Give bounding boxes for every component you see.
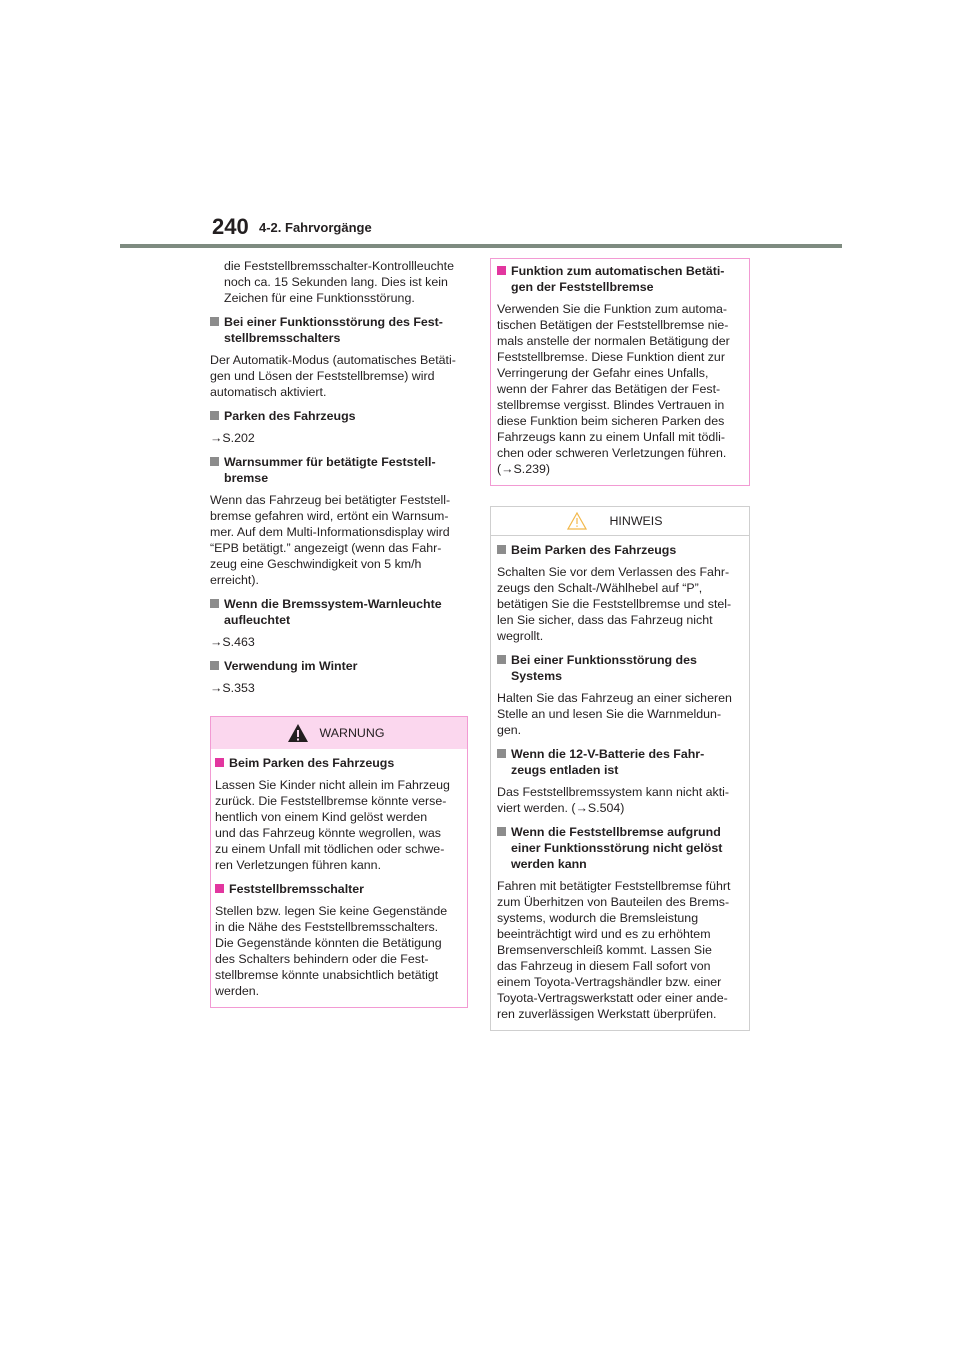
text-line: Die Gegenstände könnten die Betätigung bbox=[215, 936, 442, 950]
notice-label: HINWEIS bbox=[609, 514, 663, 528]
paragraph bbox=[215, 903, 462, 999]
paragraph bbox=[215, 777, 462, 873]
function-warning-box bbox=[490, 258, 750, 486]
notice-heading-system-malfunction bbox=[497, 652, 743, 684]
warning-heading-switch bbox=[215, 881, 462, 897]
text-line: Wenn das Fahrzeug bei betätigter Feststell- bbox=[210, 493, 451, 507]
text-line: Stelle an und lesen Sie die Warnmeldun- bbox=[497, 707, 722, 721]
text-line: bremse gefahren wird, ertönt ein Warnsum- bbox=[210, 509, 449, 523]
heading-line: stellbremsschalters bbox=[224, 331, 341, 345]
text-line: Zeichen für eine Funktionsstörung. bbox=[224, 291, 415, 305]
heading-line: Wenn die Bremssystem-Warnleuchte bbox=[224, 597, 442, 611]
text-line: Verringerung der Gefahr eines Unfalls, bbox=[497, 366, 709, 380]
warning-box bbox=[210, 716, 468, 1008]
notice-box-header bbox=[491, 507, 749, 536]
square-bullet-icon bbox=[497, 827, 506, 836]
heading-line: Feststellbremsschalter bbox=[229, 882, 364, 896]
section-heading-winter bbox=[210, 658, 468, 674]
text-line: zurück. Die Feststellbremse könnte verse- bbox=[215, 794, 447, 808]
text-line: viert werden. (→S.504) bbox=[497, 801, 625, 815]
section-heading-parking bbox=[210, 408, 468, 424]
square-bullet-icon bbox=[497, 545, 506, 554]
text-line: und das Fahrzeug könnte wegrollen, was bbox=[215, 826, 441, 840]
paragraph bbox=[210, 352, 468, 400]
heading-line: Bei einer Funktionsstörung des Fest- bbox=[224, 315, 443, 329]
heading-line: Wenn die Feststellbremse aufgrund bbox=[511, 825, 721, 839]
text-line: Bremsenverschleiß kommt. Lassen Sie bbox=[497, 943, 712, 957]
section-heading-switch-malfunction bbox=[210, 314, 468, 346]
intro-paragraph bbox=[210, 258, 468, 306]
text-line: diese Funktion beim sicheren Parken des bbox=[497, 414, 725, 428]
heading-line: aufleuchtet bbox=[224, 613, 291, 627]
page-number: 240 bbox=[212, 214, 249, 239]
square-bullet-icon bbox=[210, 317, 219, 326]
square-bullet-icon bbox=[210, 661, 219, 670]
text-line: erreicht). bbox=[210, 573, 259, 587]
heading-line: Verwendung im Winter bbox=[224, 659, 358, 673]
header-rule bbox=[120, 244, 842, 248]
notice-box bbox=[490, 506, 750, 1031]
text-line: Fahren mit betätigter Feststellbremse führt bbox=[497, 879, 731, 893]
text-line: ren zuverlässigen Werkstatt überprüfen. bbox=[497, 1007, 717, 1021]
section-heading-buzzer bbox=[210, 454, 468, 486]
text-line: einem Toyota-Vertragshändler bzw. einer bbox=[497, 975, 722, 989]
square-bullet-icon bbox=[210, 457, 219, 466]
text-line: automatisch aktiviert. bbox=[210, 385, 327, 399]
heading-line: werden kann bbox=[511, 857, 587, 871]
heading-line: Beim Parken des Fahrzeugs bbox=[511, 543, 677, 557]
text-line: Schalten Sie vor dem Verlassen des Fahr- bbox=[497, 565, 730, 579]
warning-heading-parking bbox=[215, 755, 462, 771]
paragraph bbox=[210, 492, 468, 588]
heading-line: Funktion zum automatischen Betäti- bbox=[511, 264, 725, 278]
notice-heading-parking bbox=[497, 542, 743, 558]
text-line: “EPB betätigt.” angezeigt (wenn das Fahr- bbox=[210, 541, 442, 555]
heading-line: Beim Parken des Fahrzeugs bbox=[229, 756, 395, 770]
text-line: noch ca. 15 Sekunden lang. Dies ist kein bbox=[224, 275, 448, 289]
text-line: das Fahrzeug in diesem Fall sofort von bbox=[497, 959, 711, 973]
text-line: des Schalters behindern oder die Fest- bbox=[215, 952, 429, 966]
heading-line: Bei einer Funktionsstörung des bbox=[511, 653, 697, 667]
square-bullet-icon bbox=[210, 599, 219, 608]
left-column bbox=[210, 258, 468, 1008]
right-column bbox=[490, 258, 750, 1031]
section-title: 4-2. Fahrvorgänge bbox=[259, 220, 372, 235]
text-line: Verwenden Sie die Funktion zum automa- bbox=[497, 302, 728, 316]
text-line: mer. Auf dem Multi-Informationsdisplay wird bbox=[210, 525, 450, 539]
text-line: (→S.239) bbox=[497, 462, 551, 476]
text-line: Der Automatik-Modus (automatisches Betäti- bbox=[210, 353, 456, 367]
heading-line: Parken des Fahrzeugs bbox=[224, 409, 356, 423]
square-bullet-icon bbox=[210, 411, 219, 420]
square-bullet-icon bbox=[497, 749, 506, 758]
text-line: betätigen Sie die Feststellbremse und stel- bbox=[497, 597, 732, 611]
heading-line: Warnsummer für betätigte Feststell- bbox=[224, 455, 436, 469]
text-line: werden. bbox=[215, 984, 260, 998]
text-line: zeugs den Schalt-/Wählhebel auf “P”, bbox=[497, 581, 703, 595]
text-line: die Feststellbremsschalter-Kontrollleuchte bbox=[224, 259, 455, 273]
text-line: wegrollt. bbox=[497, 629, 544, 643]
page-reference-link[interactable]: →S.353 bbox=[210, 681, 255, 695]
heading-line: Wenn die 12-V-Batterie des Fahr- bbox=[511, 747, 705, 761]
text-line: zum Überhitzen von Bauteilen des Brems- bbox=[497, 895, 730, 909]
notice-triangle-icon bbox=[567, 512, 587, 530]
text-line: Toyota-Vertragswerkstatt oder einer ande- bbox=[497, 991, 728, 1005]
paragraph bbox=[497, 564, 743, 644]
text-line: len Sie sicher, dass das Fahrzeug nicht bbox=[497, 613, 713, 627]
text-line: chen oder schweren Verletzungen führen. bbox=[497, 446, 727, 460]
text-line: wenn der Fahrer das Betätigen der Fest- bbox=[497, 382, 721, 396]
text-line: stellbremse vergisst. Blindes Vertrauen in bbox=[497, 398, 725, 412]
square-bullet-icon bbox=[497, 266, 506, 275]
section-heading-brake-warning-light bbox=[210, 596, 468, 628]
text-line: Das Feststellbremssystem kann nicht akti- bbox=[497, 785, 730, 799]
paragraph bbox=[497, 690, 743, 738]
heading-line: gen der Feststellbremse bbox=[511, 280, 654, 294]
text-line: in die Nähe des Feststellbremsschalters. bbox=[215, 920, 439, 934]
text-line: Fahrzeugs kann zu einem Unfall mit tödli- bbox=[497, 430, 725, 444]
notice-heading-battery bbox=[497, 746, 743, 778]
paragraph bbox=[497, 301, 744, 477]
warning-box-header bbox=[211, 717, 467, 749]
heading-line: zeugs entladen ist bbox=[511, 763, 619, 777]
warning-label: WARNUNG bbox=[319, 726, 385, 740]
text-line: ren Verletzungen führen kann. bbox=[215, 858, 382, 872]
text-line: Lassen Sie Kinder nicht allein im Fahrzeug bbox=[215, 778, 450, 792]
text-line: zeug eine Geschwindigkeit von 5 km/h bbox=[210, 557, 422, 571]
heading-line: Systems bbox=[511, 669, 562, 683]
square-bullet-icon bbox=[215, 758, 224, 767]
page-reference-link[interactable]: →S.463 bbox=[210, 635, 255, 649]
paragraph bbox=[497, 784, 743, 816]
text-line: tischen Betätigen der Feststellbremse nie- bbox=[497, 318, 729, 332]
text-line: Feststellbremse. Diese Funktion dient zur bbox=[497, 350, 725, 364]
text-line: beeinträchtigt wird und es zu erhöhtem bbox=[497, 927, 711, 941]
text-line: stellbremse könnte unabsichtlich betätigt bbox=[215, 968, 439, 982]
text-line: Halten Sie das Fahrzeug an einer sicheren bbox=[497, 691, 732, 705]
text-line: Stellen bzw. legen Sie keine Gegenstände bbox=[215, 904, 448, 918]
text-line: mals anstelle der normalen Betätigung der bbox=[497, 334, 730, 348]
page-reference-link[interactable]: →S.202 bbox=[210, 431, 255, 445]
heading-line: einer Funktionsstörung nicht gelöst bbox=[511, 841, 723, 855]
square-bullet-icon bbox=[497, 655, 506, 664]
square-bullet-icon bbox=[215, 884, 224, 893]
text-line: systems, wodurch die Bremsleistung bbox=[497, 911, 699, 925]
function-heading bbox=[497, 263, 744, 295]
paragraph bbox=[497, 878, 743, 1022]
heading-line: bremse bbox=[224, 471, 269, 485]
text-line: gen. bbox=[497, 723, 522, 737]
notice-heading-release-failure bbox=[497, 824, 743, 872]
text-line: gen und Lösen der Feststellbremse) wird bbox=[210, 369, 435, 383]
warning-triangle-icon bbox=[287, 723, 309, 743]
text-line: hentlich von einem Kind gelöst werden bbox=[215, 810, 428, 824]
text-line: zu einem Unfall mit tödlichen oder schwe- bbox=[215, 842, 445, 856]
